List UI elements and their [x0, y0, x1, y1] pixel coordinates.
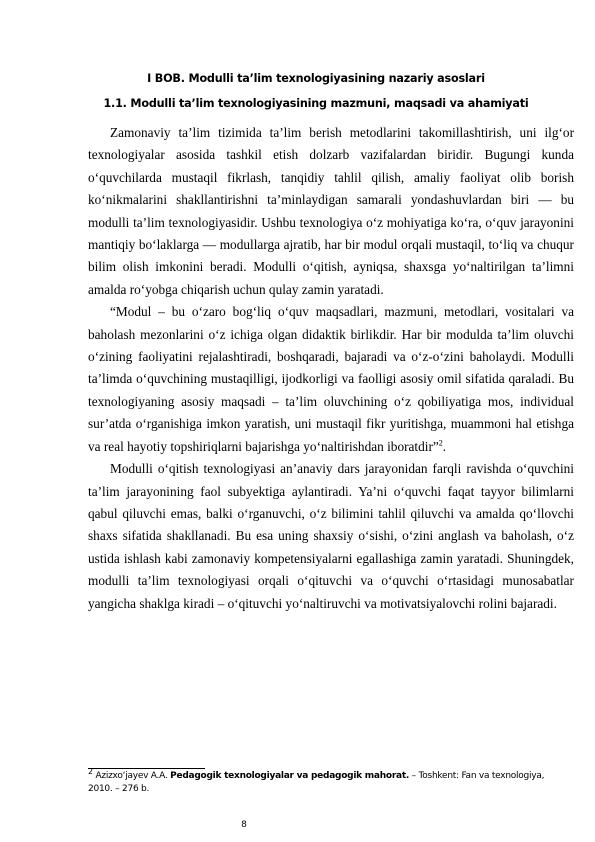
paragraph-2-end: . [442, 438, 447, 454]
body-text [88, 122, 574, 615]
footnote-reference[interactable]: 2 [438, 438, 443, 448]
chapter-title: I BOB. Modulli ta’lim texnologiyasining nazariy asoslari [147, 72, 485, 85]
footnote [88, 767, 548, 796]
footnote-author: Azizxo‘jayev A.A. [92, 771, 171, 781]
footnote-separator [88, 768, 205, 769]
page-number: 8 [241, 820, 247, 830]
footnote-publication: – Toshkent: Fan va texnologiya, 2010. – 276 b. [88, 771, 545, 794]
paragraph-2 [88, 301, 574, 458]
paragraph-3: Modulli o‘qitish texnologiyasi an’anaviy dars jarayonidan farqli ravishda o‘quvchini ta’lim jarayonining faol subyektiga aylantiradi. Ya’ni o‘quvchi faqat tayyor bilimlarni qabul qiluvchi emas, balki o‘rganuvchi, o‘z bilimini tahlil qiluvchi va amalda qo‘llovchi shaxs sifatida shakllanadi. Bu esa uning shaxsiy o‘sishi, o‘zini anglash va baholash, o‘z ustida ishlash kabi zamonaviy kompetensiyalarni egallashiga zamin yaratadi. Shuningdek, modulli ta’lim texnologiyasi orqali o‘qituvchi va o‘quvchi o‘rtasidagi munosabatlar yangicha shaklga kiradi – o‘qituvchi yo‘naltiruvchi va motivatsiyalovchi rolini bajaradi. [88, 461, 574, 611]
footnote-title: Pedagogik texnologiyalar va pedagogik mahorat. [170, 771, 410, 781]
section-title: 1.1. Modulli ta’lim texnologiyasining mazmuni, maqsadi va ahamiyati [103, 97, 529, 110]
paragraph-1: Zamonaviy ta’lim tizimida ta’lim berish metodlarini takomillashtirish, uni ilg‘or texnologiyalar asosida tashkil etish dolzarb vazifalardan biridir. Bugungi kunda o‘quvchilarda mustaqil fikrlash, tanqidiy tahlil qilish, amaliy faoliyat olib borish ko‘nikmalarini shakllantirishni ta’minlaydigan samarali yondashuvlardan biri — bu modulli ta’lim texnologiyasidir. Ushbu texnologiya o‘z mohiyatiga ko‘ra, o‘quv jarayonini mantiqiy bo‘laklarga — modullarga ajratib, har bir modul orqali mustaqil, to‘liq va chuqur bilim olish imkonini beradi. Modulli o‘qitish, ayniqsa, shaxsga yo‘naltirilgan ta’limni amalda ro‘yobga chiqarish uchun qulay zamin yaratadi. [88, 125, 574, 297]
footnote-mark: 2 [88, 767, 93, 776]
paragraph-2-text: “Modul – bu o‘zaro bog‘liq o‘quv maqsadlari, mazmuni, metodlari, vositalari va baholash mezonlarini o‘z ichiga olgan didaktik birlikdir. Har bir modulda ta’lim oluvchi o‘zining faoliyatini rejalashtiradi, boshqaradi, bajaradi va o‘z-o‘zini baholaydi. Modulli ta’limda o‘quvchining mustaqilligi, ijodkorligi va faolligi asosiy omil sifatida qaraladi. Bu texnologiyaning asosiy maqsadi – ta’lim oluvchining o‘z qobiliyatiga mos, individual sur’atda o‘rganishiga imkon yaratish, uni mustaqil fikr yuritishga, muammoni hal etishga va real hayotiy topshiriqlarni bajarishga yo‘naltirishdan iboratdir” [88, 304, 574, 454]
